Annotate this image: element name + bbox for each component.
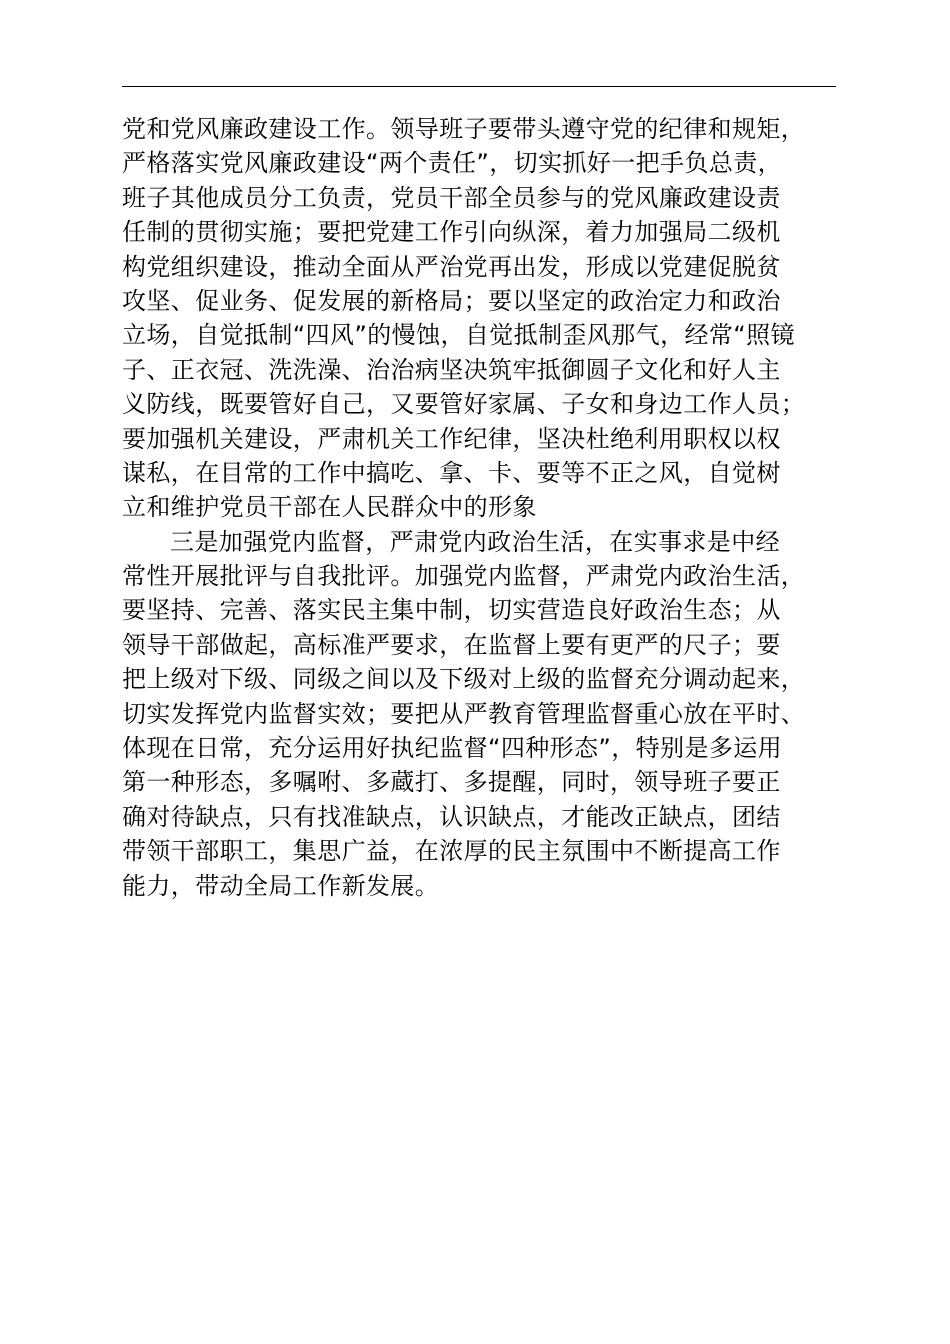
- text-line: 确对待缺点，只有找准缺点，认识缺点，才能改正缺点，团结: [122, 802, 781, 831]
- text-line: 任制的贯彻实施；要把党建工作引向纵深，着力加强局二级机: [122, 218, 781, 247]
- paragraph-1: [122, 112, 862, 525]
- text-line: 常性开展批评与自我批评。加强党内监督，严肃党内政治生活，: [122, 562, 806, 591]
- text-line: 第一种形态，多嘱咐、多蔵打、多提醒，同时，领导班子要正: [122, 768, 781, 797]
- header-rule: [122, 86, 836, 87]
- text-line: 子、正衣冠、洗洗澡、治治病坚决筑牢抵御圆子文化和好人主: [122, 355, 781, 384]
- text-line: 党和党风廉政建设工作。领导班子要带头遵守党的纪律和规矩，: [122, 115, 806, 143]
- body-text: [122, 112, 862, 903]
- paragraph-2: [122, 525, 862, 903]
- text-line: 要加强机关建设，严肃机关工作纪律，坚决杜绝利用职权以权: [122, 424, 781, 453]
- text-line: 体现在日常，充分运用好执纪监督“四种形态”，特别是多运用: [122, 734, 783, 763]
- text-line: 要坚持、完善、落实民主集中制，切实营造良好政治生态；从: [122, 596, 781, 625]
- text-line: 领导干部做起，高标准严要求，在监督上要有更严的尺子；要: [122, 630, 781, 659]
- text-line: 能力，带动全局工作新发展。: [122, 871, 440, 900]
- text-line: 带领干部职工，集思广益，在浓厚的民主氛围中不断提高工作: [122, 837, 781, 866]
- text-line: 严格落实党风廉政建设“两个责任”，切实抓好一把手负总责，: [122, 149, 783, 178]
- text-line: 义防线，既要管好自己，又要管好家属、子女和身边工作人员；: [122, 390, 806, 419]
- text-line: 班子其他成员分工负责，党员干部全员参与的党风廉政建设责: [122, 183, 781, 212]
- text-line: 谋私，在目常的工作中搞吃、拿、卡、要等不正之风，自觉树: [122, 458, 781, 487]
- text-line: 攻坚、促业务、促发展的新格局；要以坚定的政治定力和政治: [122, 286, 781, 315]
- text-line: 立场，自觉抵制“四风”的慢蚀，自觉抵制歪风那气，经常“照镜: [122, 321, 795, 350]
- text-line: 切实发挥党内监督实效；要把从严教育管理监督重心放在平时、: [122, 699, 806, 728]
- text-line: 构党组织建设，推动全面从严治党再出发，形成以党建促脱贫: [122, 252, 781, 281]
- text-line: 立和维护党员干部在人民群众中的形象: [122, 493, 537, 522]
- text-line: 三是加强党内监督，严肃党内政治生活，在实事求是中经: [170, 527, 780, 556]
- text-line: 把上级对下级、同级之间以及下级对上级的监督充分调动起来，: [122, 665, 806, 694]
